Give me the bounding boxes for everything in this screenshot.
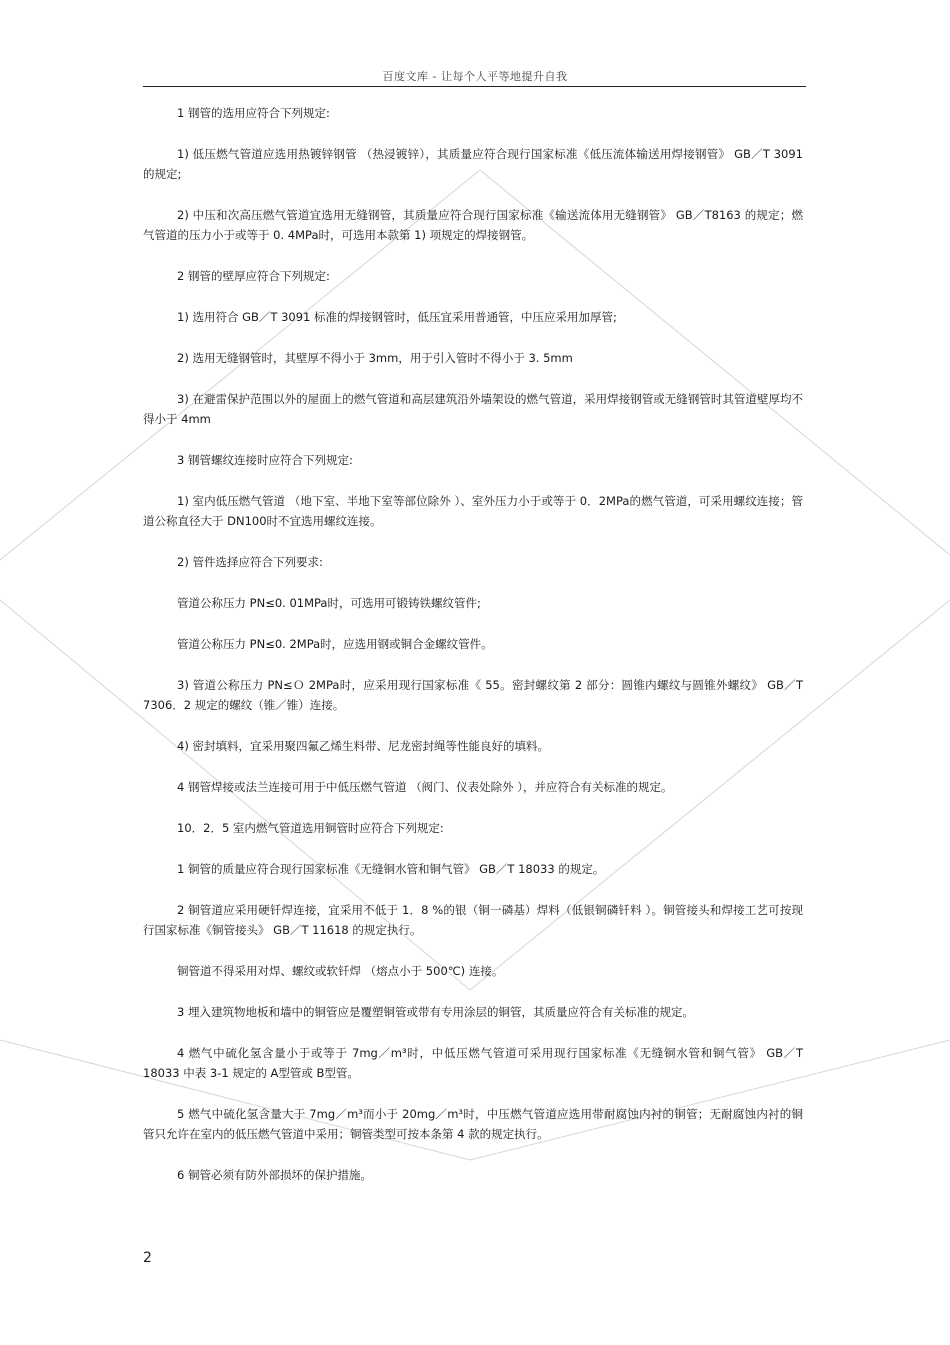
paragraph-7: 3) 在避雷保护范围以外的屋面上的燃气管道和高层建筑沿外墙架设的燃气管道，采用焊接钢管或无缝钢管时其管道壁厚均不得小于 4mm: [143, 392, 803, 426]
paragraph-4: 2 钢管的壁厚应符合下列规定:: [177, 269, 330, 283]
paragraph-19: 铜管道不得采用对焊、螺纹或软钎焊 （熔点小于 500℃) 连接。: [177, 964, 504, 978]
paragraph-8: 3 钢管螺纹连接时应符合下列规定:: [177, 453, 353, 467]
paragraph-17: 1 铜管的质量应符合现行国家标准《无缝铜水管和铜气管》 GB／T 18033 的规定。: [177, 862, 605, 876]
paragraph-13: 3) 管道公称压力 PN≤Ｏ 2MPa时，应采用现行国家标准《 55。密封螺纹第 2 部分：圆锥内螺纹与圆锥外螺纹》 GB／T 7306．2 规定的螺纹（锥／锥）连接。: [143, 678, 803, 712]
paragraph-11: 管道公称压力 PN≤0. 01MPa时，可选用可锻铸铁螺纹管件;: [177, 596, 481, 610]
paragraph-20: 3 埋入建筑物地板和墙中的铜管应是覆塑铜管或带有专用涂层的铜管，其质量应符合有关标准的规定。: [177, 1005, 694, 1019]
paragraph-10: 2) 管件选择应符合下列要求:: [177, 555, 323, 569]
paragraph-12: 管道公称压力 PN≤0. 2MPa时，应选用钢或铜合金螺纹管件。: [177, 637, 493, 651]
document-header-title: 百度文库 - 让每个人平等地提升自我: [382, 70, 568, 83]
header-divider: [143, 86, 806, 87]
paragraph-14: 4) 密封填料，宜采用聚四氟乙烯生料带、尼龙密封绳等性能良好的填料。: [177, 739, 549, 753]
paragraph-15: 4 钢管焊接或法兰连接可用于中低压燃气管道 （阀门、仪表处除外 ），并应符合有关标准的规定。: [177, 780, 673, 794]
paragraph-16: 10．2．5 室内燃气管道选用铜管时应符合下列规定:: [177, 821, 444, 835]
page-number: 2: [143, 1250, 152, 1266]
paragraph-5: 1) 选用符合 GB／T 3091 标准的焊接钢管时，低压宜采用普通管，中压应采用加厚管;: [177, 310, 617, 324]
document-body: [143, 103, 803, 1185]
paragraph-21: 4 燃气中硫化氢含量小于或等于 7mg／m³时，中低压燃气管道可采用现行国家标准《无缝铜水管和铜气管》 GB／T 18033 中表 3-1 规定的 A型管或 B型管。: [143, 1046, 803, 1080]
paragraph-18: 2 铜管道应采用硬钎焊连接，宜采用不低于 1．8 %的银（铜一磷基）焊料（低银铜磷钎料 ）。铜管接头和焊接工艺可按现行国家标准《铜管接头》 GB／T 11618 的规定执行。: [143, 903, 803, 937]
paragraph-3: 2) 中压和次高压燃气管道宜选用无缝钢管，其质量应符合现行国家标准《输送流体用无缝钢管》 GB／T8163 的规定；燃气管道的压力小于或等于 0. 4MPa时，可选用本款第 1) 项规定的焊接钢管。: [143, 208, 803, 242]
paragraph-6: 2) 选用无缝钢管时，其壁厚不得小于 3mm，用于引入管时不得小于 3. 5mm: [177, 351, 573, 365]
paragraph-1: 1 钢管的选用应符合下列规定:: [177, 106, 330, 120]
paragraph-2: 1) 低压燃气管道应选用热镀锌钢管 （热浸镀锌），其质量应符合现行国家标准《低压流体输送用焊接钢管》 GB／T 3091 的规定;: [143, 147, 803, 181]
paragraph-23: 6 铜管必须有防外部损坏的保护措施。: [177, 1168, 372, 1182]
paragraph-22: 5 燃气中硫化氢含量大于 7mg／m³而小于 20mg／m³时，中压燃气管道应选用带耐腐蚀内衬的铜管；无耐腐蚀内衬的铜管只允许在室内的低压燃气管道中采用；铜管类型可按本条第 4 款的规定执行。: [143, 1107, 803, 1141]
paragraph-9: 1) 室内低压燃气管道 （地下室、半地下室等部位除外 ）、室外压力小于或等于 0．2MPa的燃气管道，可采用螺纹连接；管道公称直径大于 DN100时不宜选用螺纹连接。: [143, 494, 803, 528]
